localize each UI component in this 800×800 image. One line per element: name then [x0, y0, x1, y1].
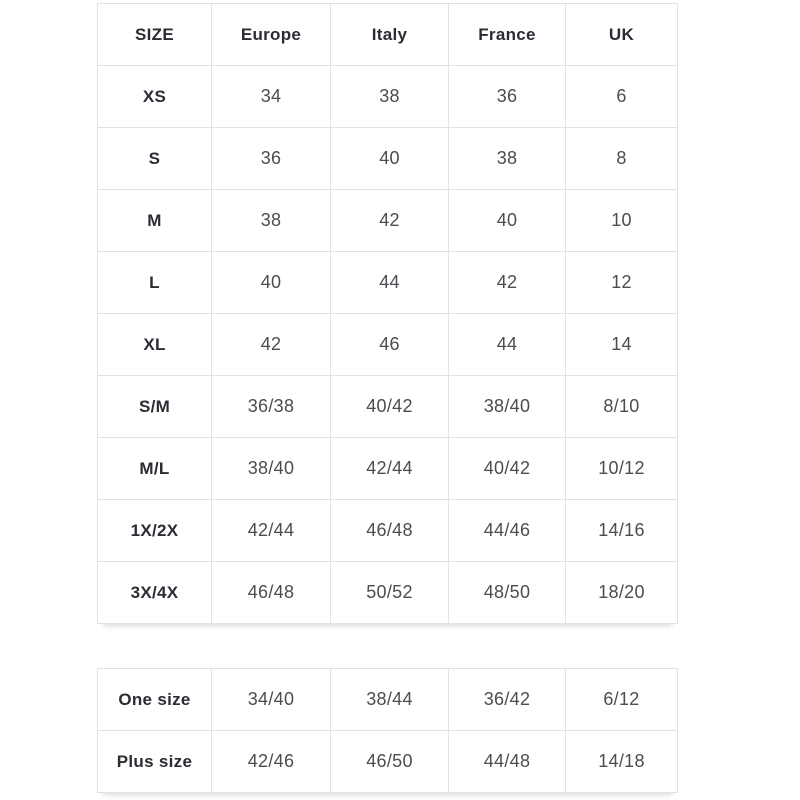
france-value-cell: 40 [449, 190, 566, 252]
france-value-cell: 38 [449, 128, 566, 190]
table-row-plus-size [98, 731, 678, 793]
france-value-cell: 40/42 [449, 438, 566, 500]
size-label-cell: XS [98, 66, 212, 128]
table-row-one-size [98, 669, 678, 731]
italy-value-cell: 38/44 [331, 669, 449, 731]
uk-value-cell: 10 [566, 190, 678, 252]
size-label-cell: S [98, 128, 212, 190]
france-value-cell: 48/50 [449, 562, 566, 624]
italy-value-cell: 40 [331, 128, 449, 190]
europe-value-cell: 40 [212, 252, 331, 314]
size-label-cell: S/M [98, 376, 212, 438]
uk-value-cell: 12 [566, 252, 678, 314]
table-row-xl [98, 314, 678, 376]
column-header-italy: Italy [331, 4, 449, 66]
size-label-cell: M [98, 190, 212, 252]
column-header-europe: Europe [212, 4, 331, 66]
column-header-france: France [449, 4, 566, 66]
europe-value-cell: 38/40 [212, 438, 331, 500]
uk-value-cell: 18/20 [566, 562, 678, 624]
table-row-s [98, 128, 678, 190]
table-row-m [98, 190, 678, 252]
uk-value-cell: 8 [566, 128, 678, 190]
italy-value-cell: 46/48 [331, 500, 449, 562]
europe-value-cell: 42/44 [212, 500, 331, 562]
france-value-cell: 36/42 [449, 669, 566, 731]
france-value-cell: 36 [449, 66, 566, 128]
size-label-cell: 1X/2X [98, 500, 212, 562]
europe-value-cell: 42/46 [212, 731, 331, 793]
uk-value-cell: 10/12 [566, 438, 678, 500]
header-row [98, 4, 678, 66]
size-label-cell: 3X/4X [98, 562, 212, 624]
europe-value-cell: 46/48 [212, 562, 331, 624]
france-value-cell: 44 [449, 314, 566, 376]
europe-value-cell: 34/40 [212, 669, 331, 731]
table-row-3x4x [98, 562, 678, 624]
size-label-cell: Plus size [98, 731, 212, 793]
table-row-xs [98, 66, 678, 128]
size-conversion-table [97, 3, 678, 624]
italy-value-cell: 50/52 [331, 562, 449, 624]
europe-value-cell: 34 [212, 66, 331, 128]
special-sizes-table [97, 668, 678, 793]
uk-value-cell: 14 [566, 314, 678, 376]
europe-value-cell: 36/38 [212, 376, 331, 438]
italy-value-cell: 42/44 [331, 438, 449, 500]
uk-value-cell: 14/18 [566, 731, 678, 793]
uk-value-cell: 14/16 [566, 500, 678, 562]
france-value-cell: 38/40 [449, 376, 566, 438]
uk-value-cell: 6/12 [566, 669, 678, 731]
france-value-cell: 44/46 [449, 500, 566, 562]
table-row-l [98, 252, 678, 314]
italy-value-cell: 42 [331, 190, 449, 252]
uk-value-cell: 6 [566, 66, 678, 128]
france-value-cell: 44/48 [449, 731, 566, 793]
europe-value-cell: 36 [212, 128, 331, 190]
table-row-ml [98, 438, 678, 500]
size-label-cell: L [98, 252, 212, 314]
size-label-cell: M/L [98, 438, 212, 500]
table-row-1x2x [98, 500, 678, 562]
italy-value-cell: 46 [331, 314, 449, 376]
italy-value-cell: 44 [331, 252, 449, 314]
france-value-cell: 42 [449, 252, 566, 314]
europe-value-cell: 38 [212, 190, 331, 252]
size-label-cell: XL [98, 314, 212, 376]
italy-value-cell: 38 [331, 66, 449, 128]
europe-value-cell: 42 [212, 314, 331, 376]
italy-value-cell: 46/50 [331, 731, 449, 793]
italy-value-cell: 40/42 [331, 376, 449, 438]
table-row-sm [98, 376, 678, 438]
size-label-cell: One size [98, 669, 212, 731]
uk-value-cell: 8/10 [566, 376, 678, 438]
column-header-size: SIZE [98, 4, 212, 66]
column-header-uk: UK [566, 4, 678, 66]
